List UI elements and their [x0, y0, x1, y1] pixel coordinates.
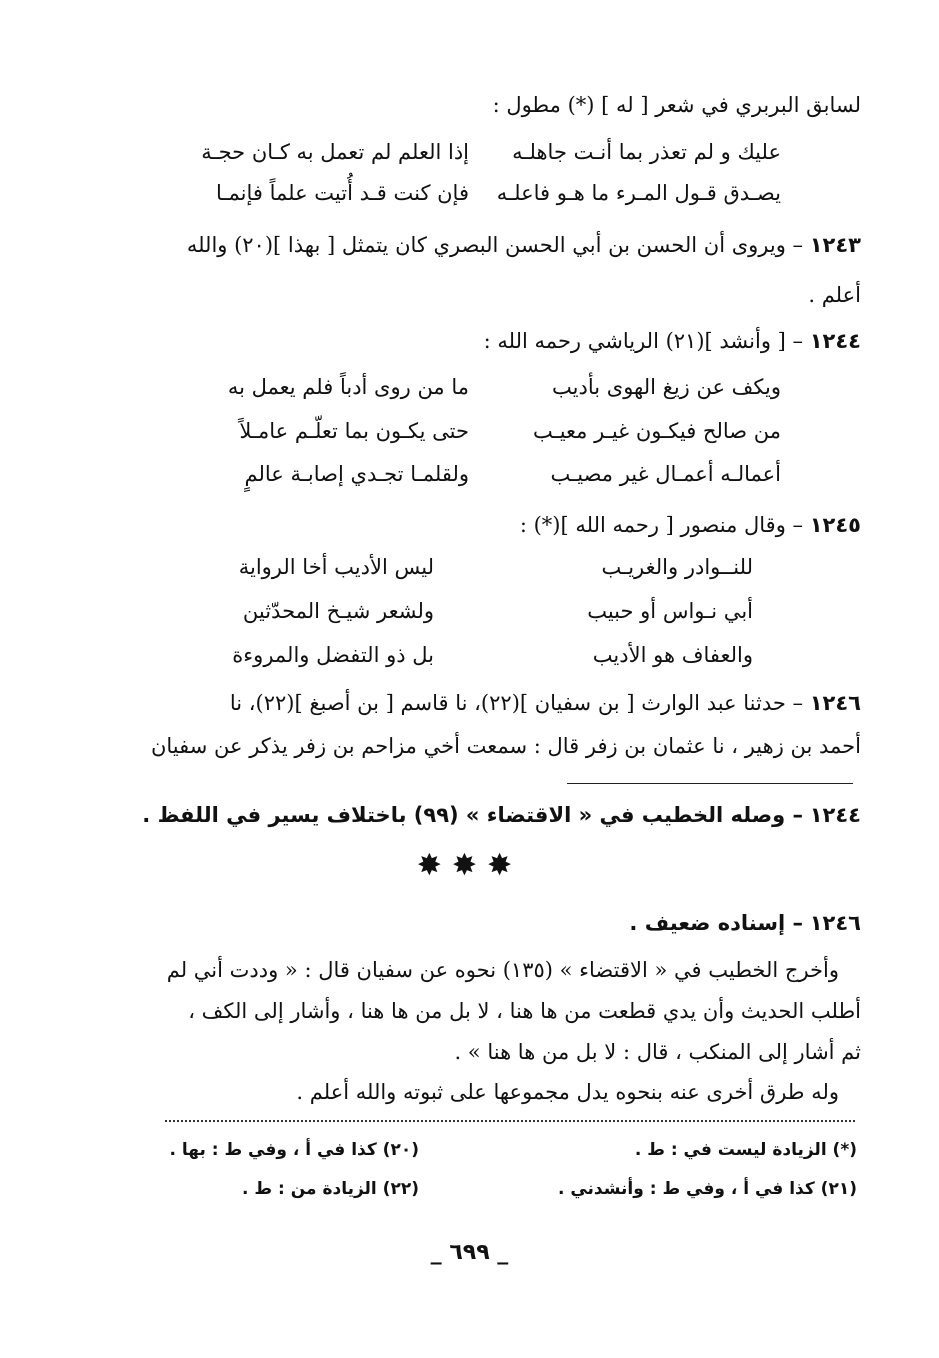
poem3-line1-first-hemistich: ليس الأديب أخا الرواية [238, 555, 434, 579]
entry-1246-cont: أحمد بن زهير ، نا عثمان بن زفر قال : سمعت أخي مزاحم بن زفر يذكر عن سفيان [150, 734, 861, 758]
poem2-line3-first-hemistich: ولقلمـا تجـدي إصابـة عالمٍ [244, 462, 469, 486]
commentary-line: أطلب الحديث وأن يدي قطعت من ها هنا ، لا بل من ها هنا ، وأشار إلى الكف ، [188, 999, 861, 1023]
commentary-1244 [142, 800, 861, 830]
entry-text: – [ وأنشد ](٢١) الرياشي رحمه الله : [483, 329, 804, 353]
poem3-line2-first-hemistich: ولشعر شيـخ المحدّثين [242, 599, 434, 623]
footnote-20: (٢٠) كذا في أ ، وفي ط : بها . [169, 1140, 419, 1160]
entry-1243-cont: أعلم . [808, 283, 861, 307]
commentary-line: وله طرق أخرى عنه بنحوه يدل مجموعها على ثبوته والله أعلم . [296, 1080, 839, 1104]
poem2-line3-second-hemistich: أعمالـه أعمـال غير مصيـب [550, 462, 781, 486]
poem1-line2-second-hemistich: يصـدق قـول المـرء ما هـو فاعلـه [496, 181, 781, 205]
poem2-line2-second-hemistich: من صالح فيكـون غيـر معيـب [532, 419, 781, 443]
entry-1246 [230, 688, 861, 718]
commentary-line: وأخرج الخطيب في « الاقتضاء » (١٣٥) نحوه عن سفيان قال : « وددت أني لم [166, 958, 839, 982]
poem2-line2-first-hemistich: حتى يكـون بما تعلّـم عامـلاً [239, 419, 469, 443]
section-divider-stars: ✸✸✸ [416, 848, 523, 883]
commentary-number: ١٢٤٤ [809, 803, 861, 827]
commentary-line: ثم أشار إلى المنكب ، قال : لا بل من ها هنا » . [454, 1040, 861, 1064]
entry-1243 [187, 230, 861, 260]
commentary-number: ١٢٤٦ [809, 911, 861, 935]
footnote-star: (*) الزيادة ليست في : ط . [634, 1140, 857, 1160]
commentary-1246-heading [629, 908, 861, 938]
entry-text: – وقال منصور [ رحمه الله ](*) : [519, 513, 804, 537]
commentary-text: – وصله الخطيب في « الاقتضاء » (٩٩) باختلاف يسير في اللفظ . [142, 803, 804, 827]
poem3-line1-second-hemistich: للنــوادر والغريـب [601, 555, 753, 579]
entry-1244 [484, 326, 861, 356]
entry-text: – ويروى أن الحسن بن أبي الحسن البصري كان يتمثل [ بهذا ](٢٠) والله [186, 233, 804, 257]
page-number: _ ٦٩٩ _ [430, 1240, 509, 1265]
footnote-separator [567, 783, 853, 784]
intro-line: لسابق البربري في شعر [ له ] (*) مطول : [492, 93, 861, 117]
dotted-separator [165, 1120, 855, 1122]
poem2-line1-first-hemistich: ما من روى أدباً فلم يعمل به [227, 375, 469, 399]
entry-number: ١٢٤٥ [809, 513, 861, 537]
poem3-line2-second-hemistich: أبي نـواس أو حبيب [587, 599, 753, 623]
entry-1245 [520, 510, 861, 540]
poem3-line3-first-hemistich: بل ذو التفضل والمروءة [232, 643, 434, 667]
poem2-line1-second-hemistich: ويكف عن زيغ الهوى بأديب [552, 375, 781, 399]
poem1-line1-first-hemistich: إذا العلم لم تعمل به كـان حجـة [201, 140, 469, 164]
entry-number: ١٢٤٣ [809, 233, 861, 257]
poem1-line2-first-hemistich: فإن كنت قـد أُتيت علماً فإنمـا [215, 181, 469, 205]
poem1-line1-second-hemistich: عليك و لم تعذر بما أنـت جاهلـه [512, 140, 781, 164]
commentary-heading: – إسناده ضعيف . [629, 911, 804, 935]
poem3-line3-second-hemistich: والعفاف هو الأديب [592, 643, 753, 667]
entry-text: – حدثنا عبد الوارث [ بن سفيان ](٢٢)، نا قاسم [ بن أصبغ ](٢٢)، نا [229, 691, 804, 715]
entry-number: ١٢٤٤ [809, 329, 861, 353]
footnote-21: (٢١) كذا في أ ، وفي ط : وأنشدني . [557, 1179, 857, 1199]
footnote-22: (٢٢) الزيادة من : ط . [242, 1179, 419, 1199]
entry-number: ١٢٤٦ [809, 691, 861, 715]
